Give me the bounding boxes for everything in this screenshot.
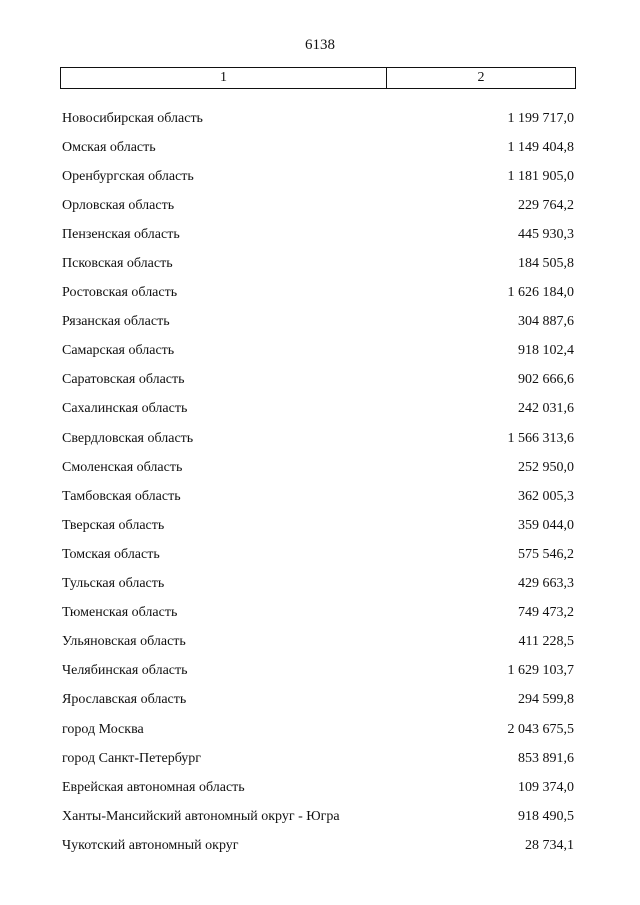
region-value: 575 546,2 (518, 546, 574, 562)
table-body (62, 104, 574, 860)
table-row (62, 686, 574, 715)
region-value: 1 199 717,0 (507, 110, 574, 126)
table-row (62, 191, 574, 220)
region-value: 918 102,4 (518, 343, 574, 359)
region-name: Рязанская область (62, 314, 170, 330)
column-header-1: 1 (61, 68, 387, 88)
region-name: Псковская область (62, 256, 173, 272)
table-row (62, 715, 574, 744)
column-header-2: 2 (477, 70, 485, 85)
table-row (62, 657, 574, 686)
region-name: Чукотский автономный округ (62, 837, 239, 853)
region-name: Ярославская область (62, 692, 187, 708)
table-row (62, 162, 574, 191)
region-value: 242 031,6 (518, 401, 574, 417)
region-name: Ростовская область (62, 285, 178, 301)
table-row (62, 279, 574, 308)
table-row (62, 831, 574, 860)
region-value: 1 629 103,7 (507, 663, 574, 679)
region-value: 252 950,0 (518, 459, 574, 475)
region-value: 28 734,1 (525, 837, 574, 853)
table-row (62, 366, 574, 395)
region-value: 184 505,8 (518, 256, 574, 272)
region-value: 109 374,0 (518, 779, 574, 795)
region-value: 1 181 905,0 (507, 168, 574, 184)
table-row (62, 744, 574, 773)
table-row (62, 453, 574, 482)
region-value: 902 666,6 (518, 372, 574, 388)
region-name: Орловская область (62, 197, 175, 213)
region-name: Тверская область (62, 517, 165, 533)
region-value: 411 228,5 (518, 634, 574, 650)
table-row (62, 249, 574, 278)
region-name: Пензенская область (62, 226, 180, 242)
table-row (62, 773, 574, 802)
table-row (62, 337, 574, 366)
table-row (62, 220, 574, 249)
region-value: 2 043 675,5 (507, 721, 574, 737)
table-row (62, 104, 574, 133)
region-value: 1 566 313,6 (507, 430, 574, 446)
region-value: 749 473,2 (518, 605, 574, 621)
region-name: Новосибирская область (62, 110, 203, 126)
region-value: 359 044,0 (518, 517, 574, 533)
table-row (62, 802, 574, 831)
table-row (62, 482, 574, 511)
region-value: 853 891,6 (518, 750, 574, 766)
region-name: Оренбургская область (62, 168, 194, 184)
table-row (62, 133, 574, 162)
region-name: Тамбовская область (62, 488, 181, 504)
table-row (62, 570, 574, 599)
region-value: 229 764,2 (518, 197, 574, 213)
table-row (62, 511, 574, 540)
table-row (62, 628, 574, 657)
region-name: Тульская область (62, 576, 165, 592)
table-row (62, 308, 574, 337)
region-name: Самарская область (62, 343, 175, 359)
region-value: 918 490,5 (518, 808, 574, 824)
region-name: Еврейская автономная область (62, 779, 245, 795)
page-number: 6138 (305, 37, 335, 53)
region-value: 294 599,8 (518, 692, 574, 708)
region-name: Свердловская область (62, 430, 194, 446)
region-name: Саратовская область (62, 372, 185, 388)
region-name: город Санкт-Петербург (62, 750, 202, 766)
region-value: 429 663,3 (518, 576, 574, 592)
table-header (60, 67, 576, 89)
region-value: 1 149 404,8 (507, 139, 574, 155)
region-name: Тюменская область (62, 605, 178, 621)
table-row (62, 540, 574, 569)
region-name: Омская область (62, 139, 156, 155)
region-name: Ульяновская область (62, 634, 186, 650)
region-value: 362 005,3 (518, 488, 574, 504)
region-name: Ханты-Мансийский автономный округ - Югра (62, 808, 340, 824)
region-name: Смоленская область (62, 459, 183, 475)
region-value: 1 626 184,0 (507, 285, 574, 301)
region-value: 445 930,3 (518, 226, 574, 242)
region-name: город Москва (62, 721, 144, 737)
region-name: Томская область (62, 546, 160, 562)
region-value: 304 887,6 (518, 314, 574, 330)
table-row (62, 395, 574, 424)
region-name: Сахалинская область (62, 401, 188, 417)
table-row (62, 424, 574, 453)
table-row (62, 599, 574, 628)
region-name: Челябинская область (62, 663, 188, 679)
